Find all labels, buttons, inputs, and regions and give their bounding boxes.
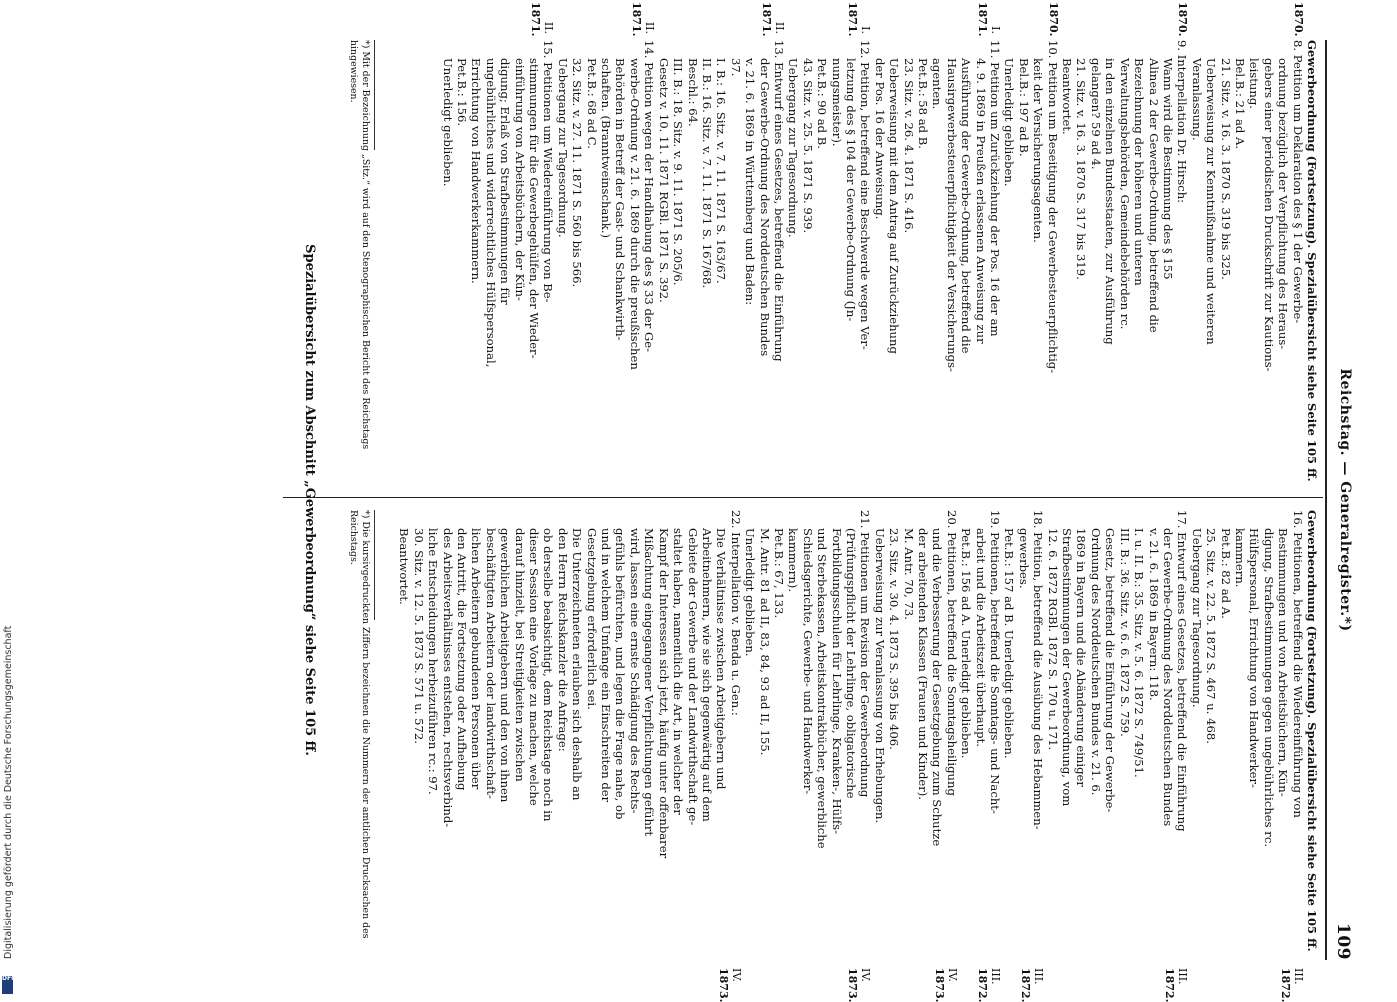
entry-year (1279, 968, 1305, 1000)
entry-line: Gesetz, betreffend die Einführung der Gewerbe- (1103, 528, 1118, 813)
entry-line: beschäftigten Arbeitern oder landwirthschaft- (483, 528, 498, 799)
entry (555, 2, 657, 490)
entry-line: Ueberweisung zur Kenntnißnahme und weiteren (1204, 58, 1219, 345)
entry-line: ungebührliches und widerrechtliches Hülfspersonal, (483, 58, 498, 368)
entry-line: agenten. (930, 58, 945, 110)
entry-line: Behörden in Betreff der Gast- und Schankwirth- (613, 58, 628, 341)
entry-line: Ueberweisung zur Veranlassung von Erhebungen. (872, 528, 887, 824)
entry-line: arbeit und die Arbeitszeit überhaupt. (973, 528, 988, 747)
entry-line: kammern. (1232, 528, 1247, 588)
entry-line: 22. Interpellation v. Benda u. Gen.: (728, 510, 743, 716)
entry-line: darauf hinzielt, bei Streitigkeiten zwischen (512, 528, 527, 782)
entry-line: Verwaltungsbehörden, Gemeindebehörden rc. (1117, 58, 1132, 330)
entry-line: gebers einer periodischen Druckschrift zur Kautions- (1261, 58, 1276, 372)
entry-line: Uebergang zur Tagesordnung. (555, 58, 570, 238)
left-column (440, 2, 1319, 490)
entry-year-value: 1870. (1176, 2, 1190, 37)
entry-line: Kampf der Interessen sich jetzt, häufig unter offenbarer (656, 528, 671, 859)
entry-year-value: 1873. (716, 968, 730, 1002)
entry-year-value: 1870. (1046, 2, 1060, 37)
entry-line: Ordnung des Norddeutschen Bundes v. 21. 6. (1088, 528, 1103, 796)
entry-line: Unerledigt geblieben. (440, 58, 455, 187)
entry-line: werbe-Ordnung v. 21. 6. 1869 durch die preußischen (627, 58, 642, 370)
entry-line: Bel.B.: 21 ad A. (1232, 58, 1247, 150)
entry-year (976, 2, 1003, 37)
entry-year (717, 968, 743, 1000)
entry-line: Pet.B.: 58 ad B. (916, 58, 931, 149)
entry-line: 16. Petitionen, betreffend die Wiedereinführung von (1290, 510, 1305, 818)
entry-line: 25. Sitz. v. 22. 5. 1872 S. 467 u. 468. (1204, 528, 1219, 744)
entry-line: liche Entscheidungen herbeizuführen rc.: 97. (426, 528, 441, 795)
entry-line: Ueberweisung mit dem Antrag auf Zurückziehung (887, 58, 902, 354)
entry-session: IV. (945, 968, 959, 982)
entry (1002, 510, 1046, 1002)
entry-year-value: 1873. (932, 968, 946, 1002)
entry-line: lichen Arbeitern gebundenen Personen über (469, 528, 484, 790)
entry-line: stimmungen für die Gewerbegehülfen, der Wieder- (527, 58, 542, 359)
entry-line: 30. Sitz. v. 12. 5. 1873 S. 571 u. 572. (411, 528, 426, 744)
entry-line: 14. Petition wegen der Handhabung des § 33 der Ge- (642, 40, 657, 353)
entry (786, 2, 873, 490)
entry-line: Pet.B.: 67, 133. (771, 528, 786, 619)
entry-line: Pet.B.: 68 ad C. (584, 58, 599, 149)
entry-year (1291, 2, 1305, 37)
entry (872, 2, 1003, 490)
left-footnote (347, 40, 375, 490)
entry-line: 10. Petition um Beseitigung der Gewerbesteuerpflichtig- (1045, 40, 1060, 374)
entry-line: Beantwortet. (1060, 58, 1075, 135)
entry-line: 13. Entwurf eines Gesetzes, betreffend die Einführung (771, 40, 786, 362)
entry (656, 2, 786, 490)
entry-session: IV. (859, 968, 873, 982)
entry-line: und Sterbekassen, Arbeitskontrakbücher, gewerbliche (815, 528, 830, 849)
entry-line: gefühls befürchten, und legen die Frage nahe, ob (613, 528, 628, 820)
entry-session: III. (989, 968, 1003, 985)
entry-line: Bezeichnung der höheren und unteren (1132, 58, 1147, 286)
entry-line: 18. Petition, betreffend die Ausübung des Hebammen- (1031, 510, 1046, 830)
page-header (1331, 40, 1353, 960)
entry-line: v. 21. 6. 1869 in Bayern: 118. (1146, 528, 1161, 701)
entry-line: Gesetzgebung erforderlich sei. (584, 528, 599, 710)
entry-line: nungsmeister). (829, 58, 844, 147)
entry-line: Pet.B.: 90 ad B. (815, 58, 830, 149)
dfg-logo: DFG (2, 976, 13, 994)
entry-year-value: 1873. (846, 968, 860, 1002)
entry-line: leistung. (1247, 58, 1262, 109)
entry-line: (Prüfungspflicht der Lehrlinge, obligatorische (844, 528, 858, 799)
entry-line: M. Antr. 81 ad II, 83, 84, 93 ad II, 155. (757, 528, 772, 756)
entry-line: Die Unterzeichneten erlauben sich deshalb an (570, 528, 585, 801)
entry-line: Mißachtung eingegangener Verpflichtungen geführt (642, 528, 657, 837)
entry-line: 43. Sitz. v. 25. 5. 1871 S. 939. (800, 58, 815, 234)
page-title: Reichstag. — Generalregister.*) (1337, 368, 1353, 632)
entry-line: Hausirgewerbesteuerpflichtigkeit der Versicherungs- (944, 58, 959, 372)
entry-line: der Pos. 16 der Anweisung. (872, 58, 887, 220)
entry-line: 21. Sitz. v. 16. 3. 1870 S. 319 bis 325. (1218, 58, 1233, 280)
entry-line: digung; Erlaß von Strafbestimmungen für (498, 58, 513, 305)
entry-line: M. Antr. 70, 73. (901, 528, 916, 620)
entry-session: III. (1176, 968, 1190, 985)
right-footnote (347, 510, 375, 960)
entry-year (1176, 2, 1190, 37)
header-rule (1325, 40, 1327, 960)
entry-line: 12. 6. 1872 RGBl. 1872 S. 170 u. 171. (1045, 528, 1060, 751)
entry-line: gewerblichen Arbeitgebern und den von ihnen (498, 528, 513, 803)
entry-line: ob derselbe beabsichtigt, dem Reichstage noch in (541, 528, 556, 822)
entry-year-value: 1871. (846, 2, 860, 37)
entry-line: Pet.B.: 157 ad B. Unerledigt geblieben. (1002, 528, 1017, 759)
entry-line: Arbeitnehmern, wie sie sich gegenwärtig auf dem (699, 528, 714, 822)
entry-line: 4. 9. 1869 in Preußen erlassenen Anweisung zur (973, 58, 988, 344)
entry-line: 19. Petitionen, betreffend die Sonntags- und Nacht- (988, 510, 1003, 814)
entry-line: 20. Petitionen, betreffend die Sonntagsheiligung (944, 510, 959, 796)
entry-line: III. B.: 18. Sitz. v. 9. 11. 1871 S. 205/6. (671, 58, 686, 286)
entry-line: Gesetz v. 10. 11. 1871 RGBl. 1871 S. 392. (656, 58, 671, 303)
entry-line: keit der Versicherungsagenten. (1031, 58, 1046, 243)
entry-line: Fortbildungsschulen für Lehrlinge, Kranken-, Hülfs- (829, 528, 844, 835)
entry-session: II. (772, 21, 786, 34)
entry-line: 32. Sitz. v. 27. 11. 1871 S. 560 bis 566. (570, 58, 585, 288)
entry-line: gewerbes. (1016, 528, 1031, 589)
entry-line: Unerledigt geblieben. (1002, 58, 1017, 187)
entry-year (933, 968, 959, 1000)
entry-line: Pet.B.: 156 ad A. Unerledigt geblieben. (959, 528, 974, 759)
entry-session: III. (1032, 968, 1046, 985)
entry-year (529, 2, 556, 37)
entry-line: den Antritt, die Fortsetzung oder Aufhebung (455, 528, 470, 791)
entry-line: den Herrn Reichskanzler die Anfrage: (555, 528, 570, 752)
entry-line: Alinea 2 der Gewerbe-Ordnung, betreffend die (1146, 58, 1161, 333)
entry (440, 2, 556, 490)
entry-session: IV. (729, 968, 743, 982)
page-number: 109 (1333, 923, 1353, 960)
entry-line: digung, Strafbestimmungen gegen ungebührliches rc. (1261, 528, 1276, 848)
entry-line: Beschl.: 64. (685, 58, 700, 127)
entry-line: der Gewerbe-Ordnung des Norddeutschen Bundes (757, 58, 772, 357)
entry-line: Uebergang zur Tagesordnung. (1189, 528, 1204, 708)
entry-line: 23. Sitz. v. 26. 4. 1871 S. 416. (901, 58, 916, 234)
entry-line: 15. Petitionen um Wiedereinführung von Be- (541, 40, 556, 303)
entry-line: I. B.: 16. Sitz. v. 7. 11. 1871 S. 163/67. (714, 58, 729, 284)
entry-year-value: 1872. (1278, 968, 1292, 1002)
entry-line: II. B.: 16. Sitz. v. 7. 11. 1871 S. 167/68. (699, 58, 714, 289)
entry (1189, 510, 1305, 1002)
entry-line: Gebiete der Gewerbe und der Landwirthschaft ge- (685, 528, 700, 826)
entry-year (976, 968, 1002, 1000)
entry-line: v. 21. 6. 1869 in Württemberg und Baden: (743, 58, 758, 306)
entry-line: Die Verhältnisse zwischen Arbeitgebern und (714, 528, 729, 790)
bottom-reference: Spezialübersicht zum Abschnitt „Gewerbeordnung“ siehe Seite 105 ff. (302, 244, 317, 756)
entry (397, 510, 743, 1002)
entry-year (1163, 968, 1189, 1000)
entry-year-value: 1872. (976, 968, 990, 1002)
entry-line: Uebergang zur Tagesordnung. (786, 58, 801, 238)
credit-text: Digitalisierung gefördert durch die Deutsche Forschungsgemeinschaft (3, 625, 14, 959)
entry-line: 17. Entwurf eines Gesetzes, betreffend die Einführung (1175, 510, 1190, 832)
entry-year (1019, 968, 1045, 1000)
entry-session: II. (542, 21, 556, 34)
entry-line: Veranlassung. (1189, 58, 1204, 141)
entry-line: ordnung bezüglich der Verpflichtung des Heraus- (1276, 58, 1291, 350)
digitization-credit (0, 0, 16, 1000)
entry-session: I. (989, 26, 1003, 34)
entry-line: Pet.B.: 156. (455, 58, 470, 127)
entry-year-value: 1871. (759, 2, 773, 37)
left-column-heading: Gewerbeordnung (Fortsetzung). Spezialübersicht siehe Seite 105 ff. (1305, 40, 1319, 482)
entry-year-value: 1871. (976, 2, 990, 37)
entry-line: 37. (728, 58, 743, 77)
entry-line: Bestimmungen und von Arbeitsbüchern, Kün- (1276, 528, 1291, 797)
entry-line: Errichtung von Handwerkerkammern. (469, 58, 484, 284)
entry-line: wird, lassen eine ernste Schädigung des Rechts- (627, 528, 642, 814)
entry-line: und in welchem Umfange ein Einschreiten der (599, 528, 614, 803)
entry-line: 21. Petitionen um Revision der Gewerbeordnung (858, 510, 873, 798)
entry-line: 1869 in Bayern und die Abänderung einiger (1074, 528, 1089, 787)
entry-line: 21. Sitz. v. 16. 3. 1870 S. 317 bis 319. (1074, 58, 1089, 280)
left-footnote-text: *) Mit der Bezeichnung „Sitz.“ wird auf den Stenographischen Bericht des Reichstags hingewiesen. (348, 40, 371, 450)
entry (959, 510, 1003, 1002)
entry-year (846, 968, 872, 1000)
entry-line: der Gewerbe-Ordnung des Norddeutschen Bundes (1160, 528, 1175, 827)
entry-year (846, 2, 873, 37)
entry-line: 12. Petition, betreffend eine Beschwerde wegen Ver- (858, 40, 873, 350)
entry-year (759, 2, 786, 37)
entry-year-value: 1871. (529, 2, 543, 37)
right-column (397, 510, 1319, 1002)
entry-line: 11. Petition um Zurückziehung der Pos. 16 der am (988, 40, 1003, 337)
entry-line: Hülfspersonal, Errichtung von Handwerker- (1247, 528, 1262, 788)
entry-line: dieser Session eine Vorlage zu machen, welche (527, 528, 542, 806)
entry-line: Wann wird die Bestimmung des § 155 (1160, 58, 1175, 280)
entry-line: des Arbeitsverhältnisses entstehen, rechtsverbind- (440, 528, 455, 828)
entry-year (1046, 2, 1060, 37)
column-divider (283, 497, 1323, 498)
entry-line: Schiedsgerichte, Gewerbe- und Handwerker- (800, 528, 815, 795)
entry-year-value: 1872. (1019, 968, 1033, 1002)
entry (1189, 2, 1305, 490)
entry-line: Unerledigt geblieben. (743, 528, 758, 657)
entry-line: Pet.B.: 82 ad A. (1218, 528, 1233, 619)
entry-line: gelangen? 59 ad 4. (1088, 58, 1103, 170)
entry-line: 9. Interpellation Dr. Hirsch: (1175, 40, 1190, 204)
entry-year (630, 2, 657, 37)
entry-line: und die Verbesserung der Gesetzgebung zum Schutze (930, 528, 945, 847)
entry-line: einführung von Arbeitsbüchern, der Kün- (512, 58, 527, 301)
entry-line: staltet haben, namentlich die Art, in welcher der (671, 528, 686, 815)
entry-line: III. B.: 36. Sitz. v. 6. 6. 1872 S. 759. (1117, 528, 1132, 737)
entry-line: kammern). (786, 528, 801, 593)
entry-line: 8. Petition um Deklaration des § 1 der Gewerbe- (1290, 40, 1305, 324)
entry (1045, 510, 1190, 1002)
entry-line: der arbeitenden Klassen (Frauen und Kinder). (916, 528, 931, 800)
entry-session: III. (1291, 968, 1305, 985)
right-column-heading: Gewerbeordnung (Fortsetzung). Spezialübersicht siehe Seite 105 ff. (1305, 510, 1319, 952)
entry-session: II. (643, 21, 657, 34)
entry-line: Ausführung der Gewerbe-Ordnung, betreffend die (959, 58, 974, 354)
entry-line: schaften. (Branntweinschank.) (599, 58, 614, 239)
entry-year-value: 1870. (1291, 2, 1305, 37)
right-footnote-text: *) Die kursivgedruckten Ziffern bezeichnen die Nummern der amtlichen Drucksachen des Reichstags. (348, 510, 371, 939)
entry (743, 510, 873, 1002)
entry-year-value: 1872. (1163, 968, 1177, 1002)
entry-line: Strafbestimmungen der Gewerbeordnung, vom (1060, 528, 1075, 807)
entry-year-value: 1871. (630, 2, 644, 37)
entry-line: in den einzelnen Bundesstaaten, zur Ausführung (1103, 58, 1118, 345)
entry-line: 23. Sitz. v. 30. 4. 1873 S. 395 bis 406. (887, 528, 902, 750)
entry (1060, 2, 1190, 490)
entry-line: I. u. II. B.: 35. Sitz. v. 5. 6. 1872 S. 749/51. (1132, 528, 1147, 778)
entry-line: Beantwortet. (397, 528, 412, 605)
entry-session: I. (859, 26, 873, 34)
entry (872, 510, 959, 1002)
entry-line: Bel.B.: 197 ad B. (1016, 58, 1031, 157)
entry (1002, 2, 1060, 490)
entry-line: letzung des § 104 der Gewerbe-Ordnung (Jn- (844, 58, 858, 322)
